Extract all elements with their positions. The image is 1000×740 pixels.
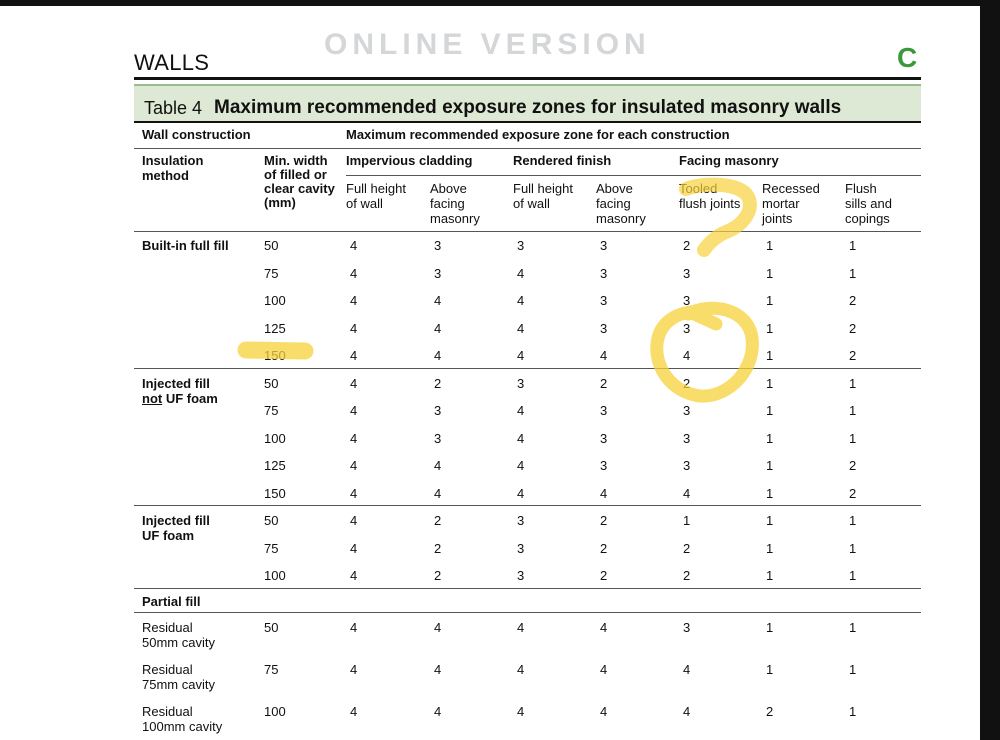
cell-zone: 3 (600, 320, 608, 336)
cell-zone: 4 (683, 661, 691, 677)
cell-zone: 4 (434, 458, 442, 473)
cell-zone: 4 (350, 265, 358, 281)
cell-zone: 4 (517, 265, 525, 281)
cell-zone: 1 (849, 513, 857, 528)
cell-zone: 1 (766, 485, 774, 501)
top-rule (134, 77, 921, 80)
cell-zone: 3 (517, 513, 525, 528)
cell-zone: 1 (849, 238, 857, 253)
cell-zone: 4 (350, 348, 358, 363)
partial-fill-label: Partial fill (142, 593, 201, 609)
header-rule (134, 148, 921, 149)
header-sub: copings (845, 211, 890, 226)
cell-width: 75 (264, 265, 279, 281)
cell-zone: 4 (517, 661, 525, 677)
method-label: Injected fill (142, 375, 210, 391)
table-title: Maximum recommended exposure zones for insulated masonry walls (214, 97, 842, 118)
cell-zone: 2 (849, 458, 857, 473)
cell-zone: 2 (600, 375, 608, 391)
header-sub: Flush (845, 181, 877, 196)
header-sub: Above (596, 181, 633, 196)
cell-zone: 4 (350, 375, 358, 391)
table-number: Table 4 (144, 98, 203, 118)
cell-zone: 2 (434, 568, 442, 583)
partial-fill-rule (134, 612, 921, 613)
cell-zone: 1 (766, 238, 774, 253)
cell-zone: 3 (683, 619, 691, 635)
cell-zone: 1 (766, 375, 774, 391)
header-group: Facing masonry (679, 153, 779, 168)
header-sub: Above (430, 181, 467, 196)
cell-zone: 2 (683, 375, 691, 391)
cell-zone: 4 (434, 320, 442, 336)
cell-width: 100 (264, 293, 286, 308)
cell-zone: 1 (849, 540, 857, 556)
cell-zone: 1 (766, 403, 774, 418)
cell-zone: 1 (766, 293, 774, 308)
table-title-bar (134, 84, 921, 122)
title-rule (134, 121, 921, 123)
cell-zone: 3 (683, 320, 691, 336)
cell-zone: 4 (517, 485, 525, 501)
cell-zone: 3 (683, 458, 691, 473)
cell-zone: 4 (350, 540, 358, 556)
cell-zone: 2 (849, 320, 857, 336)
cell-zone: 4 (517, 430, 525, 446)
header-sub: mortar (762, 196, 800, 211)
section-heading: WALLS (134, 50, 210, 75)
cell-width: 125 (264, 458, 286, 473)
cell-zone: 1 (766, 619, 774, 635)
cell-zone: 2 (849, 293, 857, 308)
cell-zone: 3 (434, 430, 442, 446)
cell-zone: 1 (766, 265, 774, 281)
header-sub: facing (430, 196, 465, 211)
cell-zone: 2 (683, 568, 691, 583)
cell-zone: 4 (517, 458, 525, 473)
cell-zone: 4 (434, 703, 442, 719)
cell-zone: 1 (766, 513, 774, 528)
cell-zone: 4 (683, 485, 691, 501)
cell-zone: 3 (683, 430, 691, 446)
cell-width: 50 (264, 238, 279, 253)
cell-zone: 1 (766, 430, 774, 446)
method-label: Residual (142, 619, 193, 635)
cell-zone: 4 (600, 661, 608, 677)
cell-zone: 4 (350, 661, 358, 677)
cell-zone: 1 (766, 348, 774, 363)
cell-zone: 3 (600, 430, 608, 446)
cell-zone: 4 (517, 320, 525, 336)
cell-zone: 3 (600, 403, 608, 418)
method-label: not UF foam (142, 390, 218, 406)
cell-zone: 2 (766, 703, 774, 719)
cell-width: 150 (264, 348, 286, 363)
cell-zone: 3 (434, 265, 442, 281)
cell-zone: 3 (434, 238, 442, 253)
header-bottom-rule (134, 231, 921, 232)
cell-zone: 2 (683, 540, 691, 556)
cell-width: 150 (264, 485, 286, 501)
cell-zone: 4 (350, 485, 358, 501)
group-separator (134, 588, 921, 589)
cell-zone: 3 (517, 238, 525, 253)
cell-zone: 3 (600, 238, 608, 253)
cell-zone: 4 (600, 703, 608, 719)
cell-zone: 2 (683, 238, 691, 253)
cell-width: 125 (264, 320, 286, 336)
cell-zone: 1 (766, 568, 774, 583)
cell-zone: 4 (350, 403, 358, 418)
cell-zone: 4 (350, 458, 358, 473)
method-label: Built-in full fill (142, 238, 229, 253)
header-min-width: (mm) (264, 195, 296, 210)
cell-zone: 2 (600, 540, 608, 556)
cell-zone: 3 (683, 265, 691, 281)
header-sub: flush joints (679, 196, 741, 211)
cell-width: 50 (264, 513, 279, 528)
cell-zone: 4 (434, 485, 442, 501)
cell-zone: 3 (434, 403, 442, 418)
header-max-zone: Maximum recommended exposure zone for each construction (346, 127, 730, 142)
cell-zone: 4 (600, 348, 608, 363)
method-label: Residual (142, 703, 193, 719)
cell-zone: 2 (434, 513, 442, 528)
cell-width: 75 (264, 540, 279, 556)
cell-width: 100 (264, 568, 286, 583)
cell-zone: 1 (849, 619, 857, 635)
cell-zone: 4 (683, 348, 691, 363)
method-label: 50mm cavity (142, 634, 215, 650)
header-min-width: of filled or (264, 167, 327, 182)
cell-zone: 1 (766, 320, 774, 336)
cell-zone: 4 (517, 293, 525, 308)
watermark: ONLINE VERSION (324, 28, 651, 61)
cell-zone: 4 (517, 703, 525, 719)
cell-zone: 2 (434, 540, 442, 556)
chapter-badge: C (897, 42, 918, 73)
cell-zone: 4 (434, 293, 442, 308)
group-separator (134, 368, 921, 369)
header-sub: masonry (596, 211, 646, 226)
cell-zone: 4 (350, 320, 358, 336)
method-label: 100mm cavity (142, 718, 223, 734)
header-sub: Tooled (679, 181, 718, 196)
cell-zone: 2 (849, 485, 857, 501)
header-min-width: Min. width (264, 153, 328, 168)
cell-zone: 2 (600, 513, 608, 528)
cell-zone: 4 (434, 619, 442, 635)
cell-zone: 3 (600, 293, 608, 308)
highlight-circle (657, 308, 753, 396)
cell-zone: 4 (600, 619, 608, 635)
header-insulation-method: Insulation (142, 153, 204, 168)
cell-zone: 4 (350, 513, 358, 528)
cell-zone: 3 (600, 458, 608, 473)
header-sub: masonry (430, 211, 480, 226)
cell-zone: 4 (350, 568, 358, 583)
method-label: UF foam (142, 528, 194, 543)
document-page (0, 6, 980, 740)
cell-width: 75 (264, 403, 279, 418)
cell-zone: 4 (350, 430, 358, 446)
cell-zone: 4 (517, 619, 525, 635)
header-min-width: clear cavity (264, 181, 335, 196)
header-sub: of wall (346, 196, 383, 211)
cell-zone: 1 (849, 661, 857, 677)
cell-zone: 2 (849, 348, 857, 363)
cell-zone: 4 (683, 703, 691, 719)
cell-zone: 4 (350, 619, 358, 635)
header-group: Rendered finish (513, 153, 612, 168)
cell-zone: 1 (849, 430, 857, 446)
method-label: Residual (142, 661, 193, 677)
header-group: Impervious cladding (346, 153, 473, 168)
cell-zone: 1 (766, 661, 774, 677)
header-sub: of wall (513, 196, 550, 211)
cell-zone: 3 (683, 293, 691, 308)
header-sub: facing (596, 196, 631, 211)
cell-zone: 4 (517, 348, 525, 363)
cell-zone: 1 (849, 703, 857, 719)
cell-zone: 1 (683, 513, 691, 528)
cell-zone: 3 (517, 375, 525, 391)
header-sub: joints (762, 211, 793, 226)
cell-zone: 3 (683, 403, 691, 418)
cell-zone: 1 (849, 375, 857, 391)
header-wall-construction: Wall construction (142, 127, 251, 142)
header-insulation-method: method (142, 168, 189, 183)
method-label: 75mm cavity (142, 676, 215, 692)
cell-zone: 3 (517, 540, 525, 556)
cell-zone: 1 (849, 568, 857, 583)
method-label: Injected fill (142, 513, 210, 528)
header-sub: Full height (513, 181, 573, 196)
cell-width: 100 (264, 430, 286, 446)
cell-zone: 1 (766, 540, 774, 556)
header-sub: Full height (346, 181, 406, 196)
cell-zone: 3 (517, 568, 525, 583)
cell-zone: 4 (434, 661, 442, 677)
cell-width: 75 (264, 661, 279, 677)
cell-zone: 4 (350, 703, 358, 719)
cell-width: 50 (264, 375, 279, 391)
cell-zone: 1 (849, 265, 857, 281)
cell-zone: 1 (849, 403, 857, 418)
cell-zone: 4 (350, 293, 358, 308)
cell-zone: 4 (434, 348, 442, 363)
cell-zone: 4 (350, 238, 358, 253)
cell-zone: 4 (517, 403, 525, 418)
group-separator (134, 505, 921, 506)
cell-zone: 4 (600, 485, 608, 501)
cell-zone: 2 (434, 375, 442, 391)
cell-zone: 2 (600, 568, 608, 583)
header-sub: sills and (845, 196, 892, 211)
group-rule (346, 175, 921, 176)
cell-zone: 1 (766, 458, 774, 473)
cell-width: 50 (264, 619, 279, 635)
cell-zone: 3 (600, 265, 608, 281)
cell-width: 100 (264, 703, 286, 719)
header-sub: Recessed (762, 181, 820, 196)
